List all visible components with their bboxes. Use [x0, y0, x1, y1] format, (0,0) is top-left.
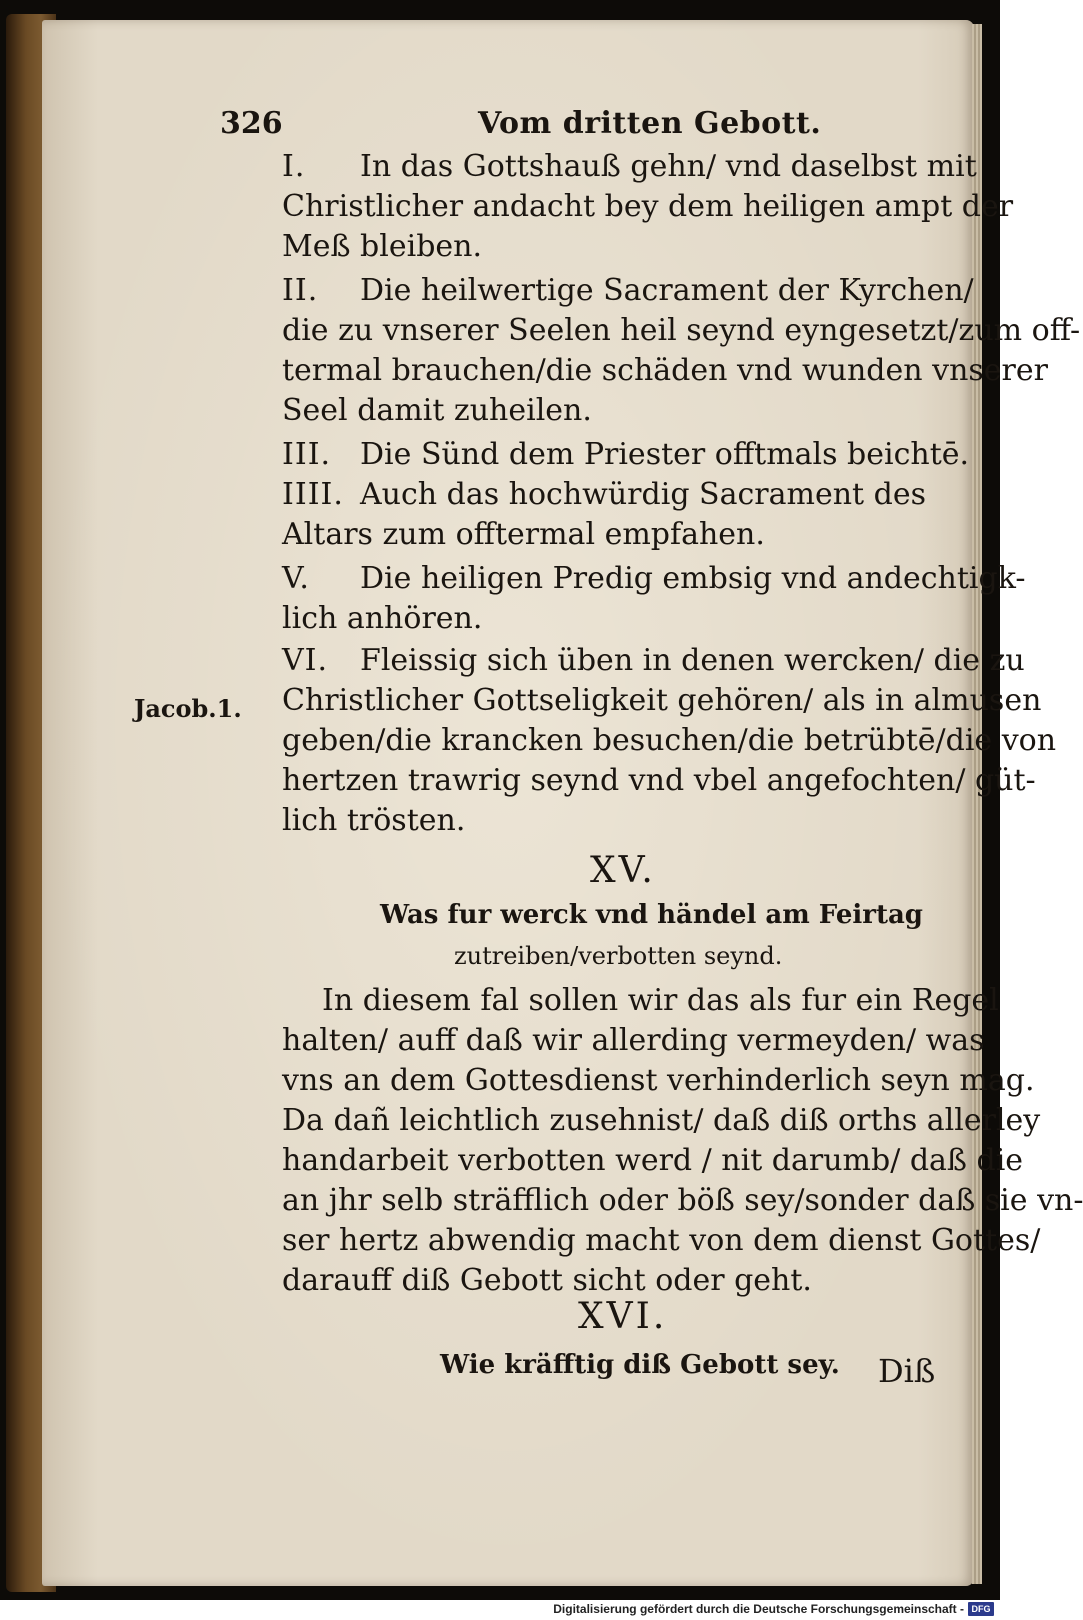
list-item-line: Altars zum offtermal empfahen. — [282, 517, 765, 552]
catchword: Diß — [878, 1352, 936, 1390]
page-number: 326 — [220, 106, 283, 141]
list-item-line: geben/die krancken besuchen/die betrübtē/die von — [282, 723, 1057, 758]
footer-bar — [0, 1600, 1000, 1620]
list-item-line — [282, 148, 977, 186]
section-number: XVI. — [578, 1296, 668, 1337]
dfg-logo: DFG — [968, 1602, 994, 1616]
list-item-line — [282, 476, 926, 514]
item-number: III. — [282, 437, 332, 472]
section-title: Was fur werck vnd händel am Feirtag — [380, 900, 923, 930]
paragraph-line: ser hertz abwendig macht von dem dienst Gottes/ — [282, 1223, 1041, 1258]
list-item-line: lich anhören. — [282, 601, 483, 636]
running-title: Vom dritten Gebott. — [478, 106, 822, 141]
item-number: IIII. — [282, 477, 344, 512]
section-number: XV. — [590, 850, 656, 891]
item-number: I. — [282, 149, 306, 184]
item-number: II. — [282, 273, 319, 308]
paragraph-line: vns an dem Gottesdienst verhinderlich seyn mag. — [282, 1063, 1035, 1098]
margin-note: Jacob.1. — [134, 694, 242, 723]
item-number: VI. — [282, 643, 329, 678]
list-item-line — [282, 272, 974, 310]
list-item-line — [282, 560, 1026, 598]
list-item-line: die zu vnserer Seelen heil seynd eyngesetzt/zum off- — [282, 313, 1081, 348]
item-number: V. — [282, 561, 310, 596]
item-text: Die heiligen Predig embsig vnd andechtigk- — [360, 561, 1026, 596]
section-title: zutreiben/verbotten seynd. — [454, 942, 783, 970]
paragraph-line: darauff diß Gebott sicht oder geht. — [282, 1263, 812, 1298]
section-title: Wie kräfftig diß Gebott sey. — [440, 1350, 840, 1380]
list-item-line: Meß bleiben. — [282, 229, 483, 264]
list-item-line: lich trösten. — [282, 803, 466, 838]
item-text: Auch das hochwürdig Sacrament des — [360, 477, 926, 512]
list-item-line: Seel damit zuheilen. — [282, 393, 592, 428]
list-item-line — [282, 436, 969, 474]
list-item-line: termal brauchen/die schäden vnd wunden vnserer — [282, 353, 1048, 388]
list-item-line: hertzen trawrig seynd vnd vbel angefochten/ güt- — [282, 763, 1036, 798]
paragraph-line: an jhr selb sträfflich oder böß sey/sonder daß sie vn- — [282, 1183, 1083, 1218]
footer-credit: Digitalisierung gefördert durch die Deutsche Forschungsgemeinschaft - — [553, 1602, 964, 1616]
list-item-line: Christlicher Gottseligkeit gehören/ als in almusen — [282, 683, 1042, 718]
paragraph-line: Da dañ leichtlich zusehnist/ daß diß orths allerley — [282, 1103, 1041, 1138]
item-text: In das Gottshauß gehn/ vnd daselbst mit — [360, 149, 977, 184]
list-item-line — [282, 642, 1025, 680]
list-item-line: Christlicher andacht bey dem heiligen ampt der — [282, 189, 1014, 224]
paragraph-line: handarbeit verbotten werd / nit darumb/ daß die — [282, 1143, 1024, 1178]
item-text: Fleissig sich üben in denen wercken/ die zu — [360, 643, 1025, 678]
paragraph-line: In diesem fal sollen wir das als fur ein Regel — [322, 983, 999, 1018]
item-text: Die heilwertige Sacrament der Kyrchen/ — [360, 273, 974, 308]
paragraph-line: halten/ auff daß wir allerding vermeyden/ was — [282, 1023, 985, 1058]
item-text: Die Sünd dem Priester offtmals beichtē. — [360, 437, 970, 472]
